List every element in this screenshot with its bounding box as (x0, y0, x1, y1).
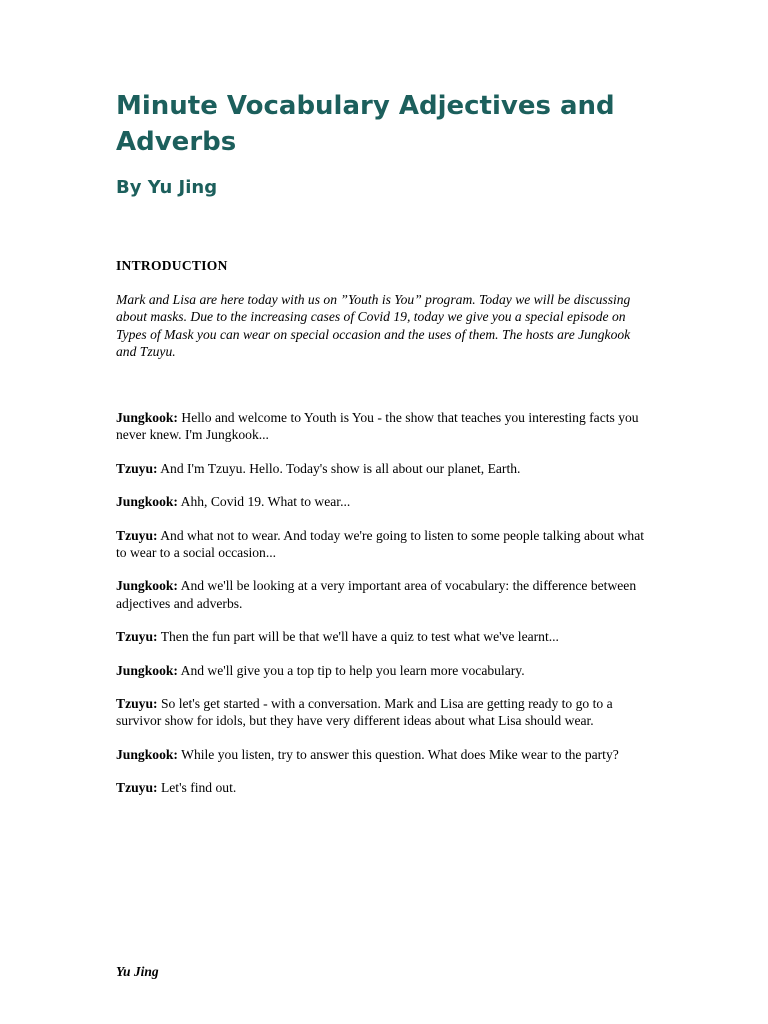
dialogue-line (116, 493, 656, 510)
dialogue-line (116, 695, 656, 730)
dialogue-line (116, 577, 656, 612)
speaker-name: Tzuyu: (116, 780, 158, 796)
speaker-name: Jungkook: (116, 578, 178, 594)
dialogue-text: Then the fun part will be that we'll have a quiz to test what we've learnt... (160, 629, 559, 645)
page-footer-author: Yu Jing (116, 964, 159, 979)
dialogue-text: And I'm Tzuyu. Hello. Today's show is all about our planet, Earth. (160, 460, 521, 476)
section-heading-introduction: INTRODUCTION (116, 258, 228, 273)
dialogue-text: While you listen, try to answer this question. What does Mike wear to the party? (181, 746, 619, 762)
dialogue-text: Hello and welcome to Youth is You - the show that teaches you interesting facts you never knew. I'm Jungkook... (116, 410, 639, 443)
dialogue-text: And we'll be looking at a very important area of vocabulary: the difference between adjectives and adverbs. (116, 578, 637, 611)
document-byline: By Yu Jing (116, 177, 218, 198)
speaker-name: Tzuyu: (116, 527, 158, 543)
speaker-name: Tzuyu: (116, 460, 158, 476)
dialogue-line (116, 409, 656, 444)
dialogue-line (116, 662, 656, 679)
dialogue-text: Ahh, Covid 19. What to wear... (180, 494, 351, 510)
dialogue-transcript (116, 409, 656, 813)
speaker-name: Jungkook: (116, 494, 178, 510)
dialogue-line (116, 628, 656, 645)
dialogue-text: And what not to wear. And today we're going to listen to some people talking about what to wear to a social occasion... (116, 527, 645, 561)
speaker-name: Jungkook: (116, 746, 178, 762)
speaker-name: Tzuyu: (116, 629, 158, 645)
dialogue-line (116, 527, 656, 562)
speaker-name: Jungkook: (116, 410, 178, 425)
speaker-name: Tzuyu: (116, 696, 158, 712)
dialogue-line (116, 746, 656, 763)
dialogue-line (116, 460, 656, 477)
dialogue-text: So let's get started - with a conversation. Mark and Lisa are getting ready to go to a survivor show for idols, but they have very different ideas about what Lisa should wear. (116, 696, 613, 729)
dialogue-text: Let's find out. (160, 780, 237, 796)
dialogue-text: And we'll give you a top tip to help you learn more vocabulary. (180, 662, 525, 678)
introduction-paragraph: Mark and Lisa are here today with us on ”Youth is You” program. Today we will be discussing about masks. Due to the increasing cases of Covid 19, today we give you a special episode on Types of Mask you can wear on special occasion and the uses of them. The hosts are Jungkook and Tzuyu. (116, 292, 631, 360)
dialogue-line (116, 779, 656, 796)
document-title: Minute Vocabulary Adjectives and Adverbs (116, 91, 615, 157)
speaker-name: Jungkook: (116, 662, 178, 678)
